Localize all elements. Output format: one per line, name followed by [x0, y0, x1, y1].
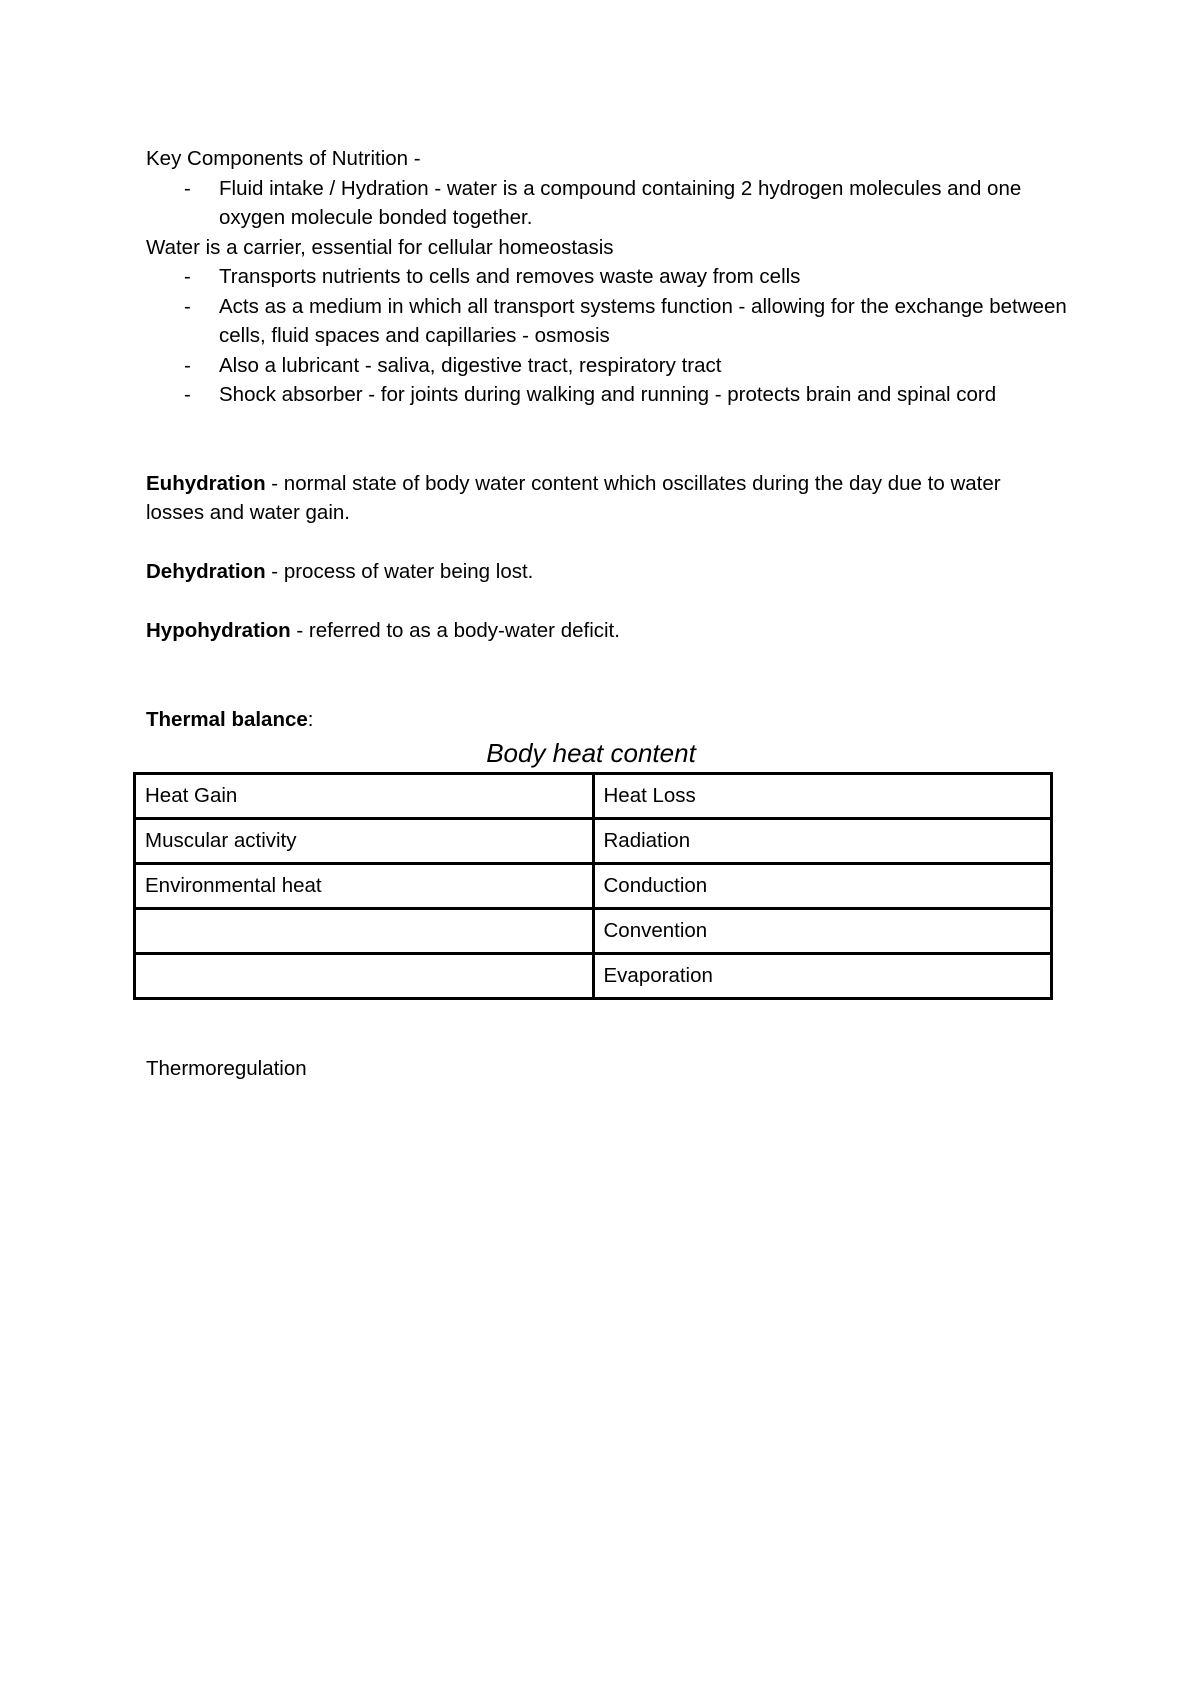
table-cell: Heat Loss: [593, 774, 1052, 819]
table-row: [135, 909, 1052, 954]
list-item: [146, 174, 1079, 233]
table-row: [135, 864, 1052, 909]
water-list: [146, 262, 1066, 410]
body-heat-table: [133, 772, 1053, 1000]
nutrition-heading: Key Components of Nutrition -: [146, 147, 421, 170]
definition-text: - process of water being lost.: [265, 560, 534, 583]
table-row: [135, 819, 1052, 864]
table-cell: Heat Gain: [135, 774, 594, 819]
table-row: [135, 774, 1052, 819]
thermal-balance-suffix: :: [307, 707, 314, 731]
dash-marker: -: [184, 353, 191, 377]
list-item: [146, 351, 1079, 381]
spacer: [146, 410, 1066, 469]
list-item-text: Fluid intake / Hydration - water is a compound containing 2 hydrogen molecules and one oxygen molecule bonded together.: [219, 176, 1022, 229]
list-item-text: Shock absorber - for joints during walking and running - protects brain and spinal cord: [219, 383, 997, 406]
definition-term: Euhydration: [146, 471, 266, 495]
table-cell: Environmental heat: [135, 864, 594, 909]
water-heading: Water is a carrier, essential for cellular homeostasis: [146, 235, 614, 259]
dash-marker: -: [184, 294, 191, 318]
table-cell: Convention: [593, 909, 1052, 954]
spacer: [146, 528, 1066, 558]
table-title: Body heat content: [486, 738, 696, 768]
definition-text: - referred to as a body-water deficit.: [290, 619, 620, 642]
table-cell: Muscular activity: [135, 819, 594, 864]
definition-text: - normal state of body water content which oscillates during the day due to water losses and water gain.: [146, 471, 1001, 524]
dash-marker: -: [184, 176, 191, 200]
definition-euhydration: [146, 469, 1046, 528]
list-item-text: Also a lubricant - saliva, digestive tract, respiratory tract: [219, 353, 722, 377]
definition-term: Dehydration: [146, 560, 266, 583]
list-item: [146, 380, 1079, 410]
definition-term: Hypohydration: [146, 619, 291, 642]
definition-dehydration: [146, 557, 1066, 587]
document-body: [146, 144, 1066, 1084]
spacer: [146, 646, 1066, 705]
list-item-text: Transports nutrients to cells and removes waste away from cells: [219, 265, 801, 288]
thermal-balance-term: Thermal balance: [146, 707, 308, 731]
table-cell: [135, 954, 594, 999]
table-cell: [135, 909, 594, 954]
thermal-balance-label: [146, 705, 1066, 735]
dash-marker: -: [184, 383, 191, 406]
list-item-text: Acts as a medium in which all transport systems function - allowing for the exchange between cells, fluid spaces and capillaries - osmosis: [219, 294, 1067, 347]
list-item: [146, 292, 1079, 351]
table-cell: Conduction: [593, 864, 1052, 909]
nutrition-list: [146, 174, 1066, 233]
list-item: [146, 262, 1079, 292]
thermoregulation-heading: Thermoregulation: [146, 1057, 307, 1080]
dash-marker: -: [184, 265, 191, 288]
definition-hypohydration: [146, 616, 1066, 646]
spacer: [146, 587, 1066, 617]
table-row: [135, 954, 1052, 999]
table-cell: Evaporation: [593, 954, 1052, 999]
table-cell: Radiation: [593, 819, 1052, 864]
